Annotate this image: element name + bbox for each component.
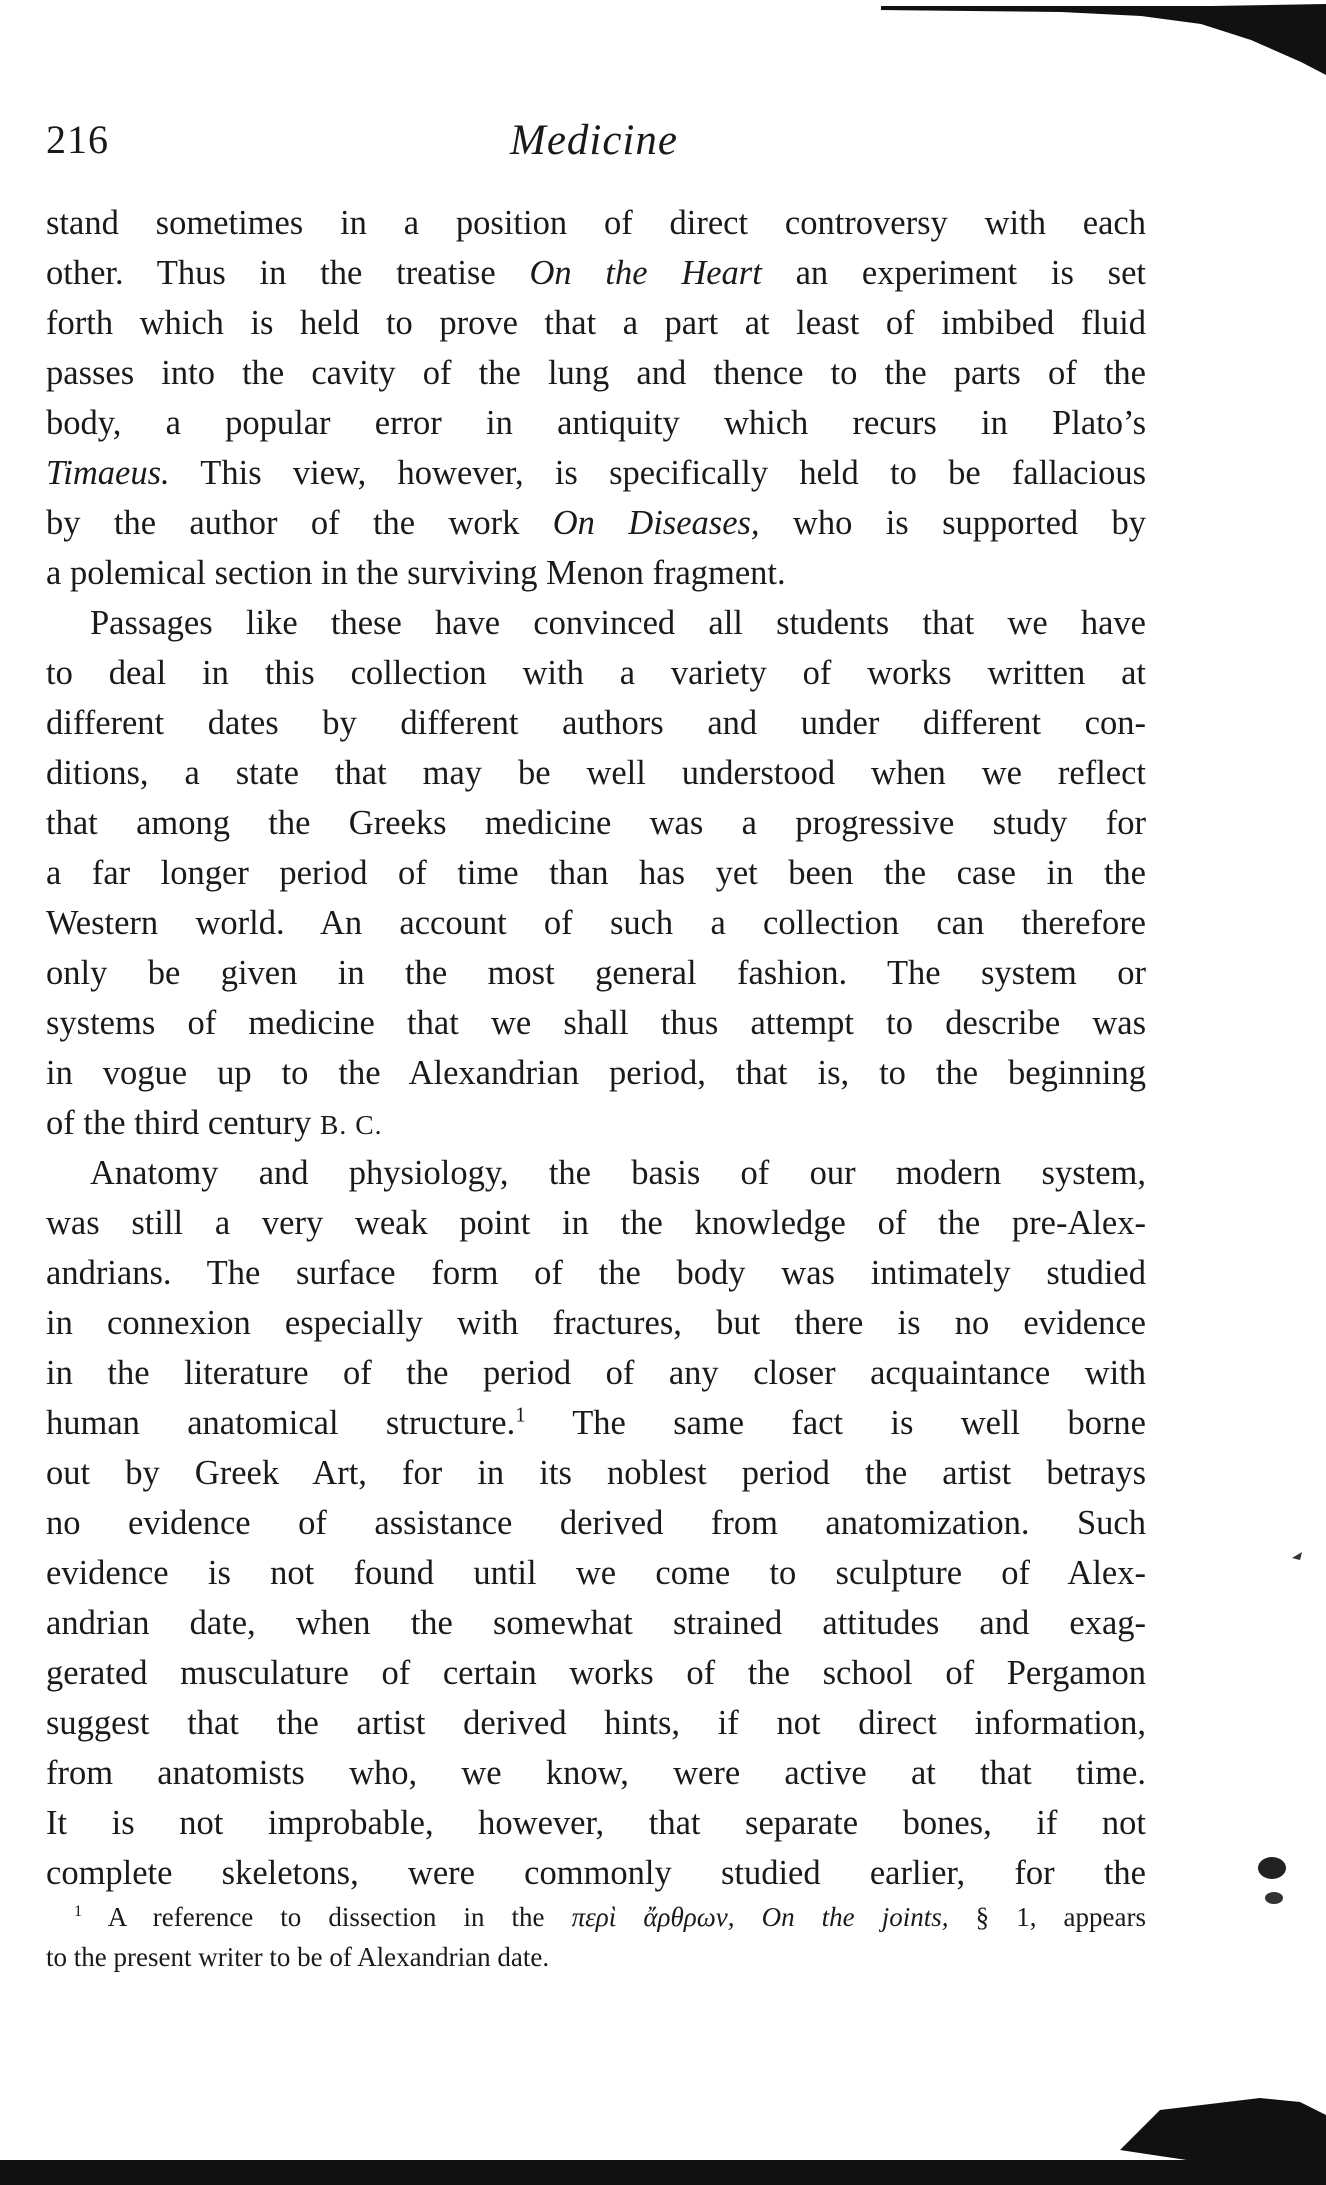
text-line: passes into the cavity of the lung and thence to the parts of the — [46, 354, 1146, 392]
text-line: systems of medicine that we shall thus attempt to describe was — [46, 1004, 1146, 1042]
text-line: forth which is held to prove that a part at least of imbibed fluid — [46, 304, 1146, 342]
text-line: a far longer period of time than has yet been the case in the — [46, 854, 1146, 892]
footnote-line: to the present writer to be of Alexandrian date. — [46, 1942, 550, 1972]
text-line: Passages like these have convinced all students that we have — [90, 604, 1146, 642]
text-line: by the author of the work On Diseases, who is supported by — [46, 504, 1146, 542]
text-line: from anatomists who, we know, were active at that time. — [46, 1754, 1146, 1792]
scan-blot — [1256, 1854, 1288, 1914]
text-line: a polemical section in the surviving Menon fragment. — [46, 554, 786, 592]
footnote — [46, 1897, 1146, 1977]
text-line: Timaeus. This view, however, is specifically held to be fallacious — [46, 454, 1146, 492]
text-line: in connexion especially with fractures, but there is no evidence — [46, 1304, 1146, 1342]
text-line: in the literature of the period of any closer acquaintance with — [46, 1354, 1146, 1392]
text-line: gerated musculature of certain works of the school of Pergamon — [46, 1654, 1146, 1692]
text-line: that among the Greeks medicine was a progressive study for — [46, 804, 1146, 842]
footnote-marker: 1 — [74, 1902, 83, 1920]
scan-shadow-top-right — [881, 0, 1326, 75]
text-line: different dates by different authors and under different con- — [46, 704, 1146, 742]
text-line: stand sometimes in a position of direct controversy with each — [46, 204, 1146, 242]
text-line: only be given in the most general fashion. The system or — [46, 954, 1146, 992]
page-number: 216 — [46, 117, 109, 162]
scan-speck — [1290, 1550, 1304, 1562]
text-line: body, a popular error in antiquity which recurs in Plato’s — [46, 404, 1146, 442]
text-line: complete skeletons, were commonly studied earlier, for the — [46, 1854, 1146, 1892]
scan-shadow-bottom — [0, 2080, 1326, 2185]
running-head: Medicine — [510, 117, 678, 164]
text-line: Western world. An account of such a collection can therefore — [46, 904, 1146, 942]
text-line: other. Thus in the treatise On the Heart an experiment is set — [46, 254, 1146, 292]
text-line: evidence is not found until we come to sculpture of Alex- — [46, 1554, 1146, 1592]
text-line: andrian date, when the somewhat strained attitudes and exag- — [46, 1604, 1146, 1642]
text-line: to deal in this collection with a variety of works written at — [46, 654, 1146, 692]
body-text — [46, 198, 1146, 1898]
text-line: of the third century B. C. — [46, 1104, 383, 1142]
text-line: ditions, a state that may be well understood when we reflect — [46, 754, 1146, 792]
text-line: Anatomy and physiology, the basis of our modern system, — [90, 1154, 1146, 1192]
text-line: out by Greek Art, for in its noblest period the artist betrays — [46, 1454, 1146, 1492]
text-line: human anatomical structure.$^1$ The same fact is well borne — [46, 1404, 1146, 1442]
text-line: suggest that the artist derived hints, if not direct information, — [46, 1704, 1146, 1742]
page-header — [46, 116, 1156, 166]
text-line: It is not improbable, however, that separate bones, if not — [46, 1804, 1146, 1842]
text-line: no evidence of assistance derived from anatomization. Such — [46, 1504, 1146, 1542]
footnote-line: $^1$ A reference to dissection in the περὶ ἄρθρων, On the joints, § 1, appears — [74, 1902, 1147, 1932]
text-line: andrians. The surface form of the body was intimately studied — [46, 1254, 1146, 1292]
text-line: was still a very weak point in the knowledge of the pre-Alex- — [46, 1204, 1146, 1242]
footnote-ref: 1 — [515, 1404, 526, 1427]
text-line: in vogue up to the Alexandrian period, that is, to the beginning — [46, 1054, 1146, 1092]
